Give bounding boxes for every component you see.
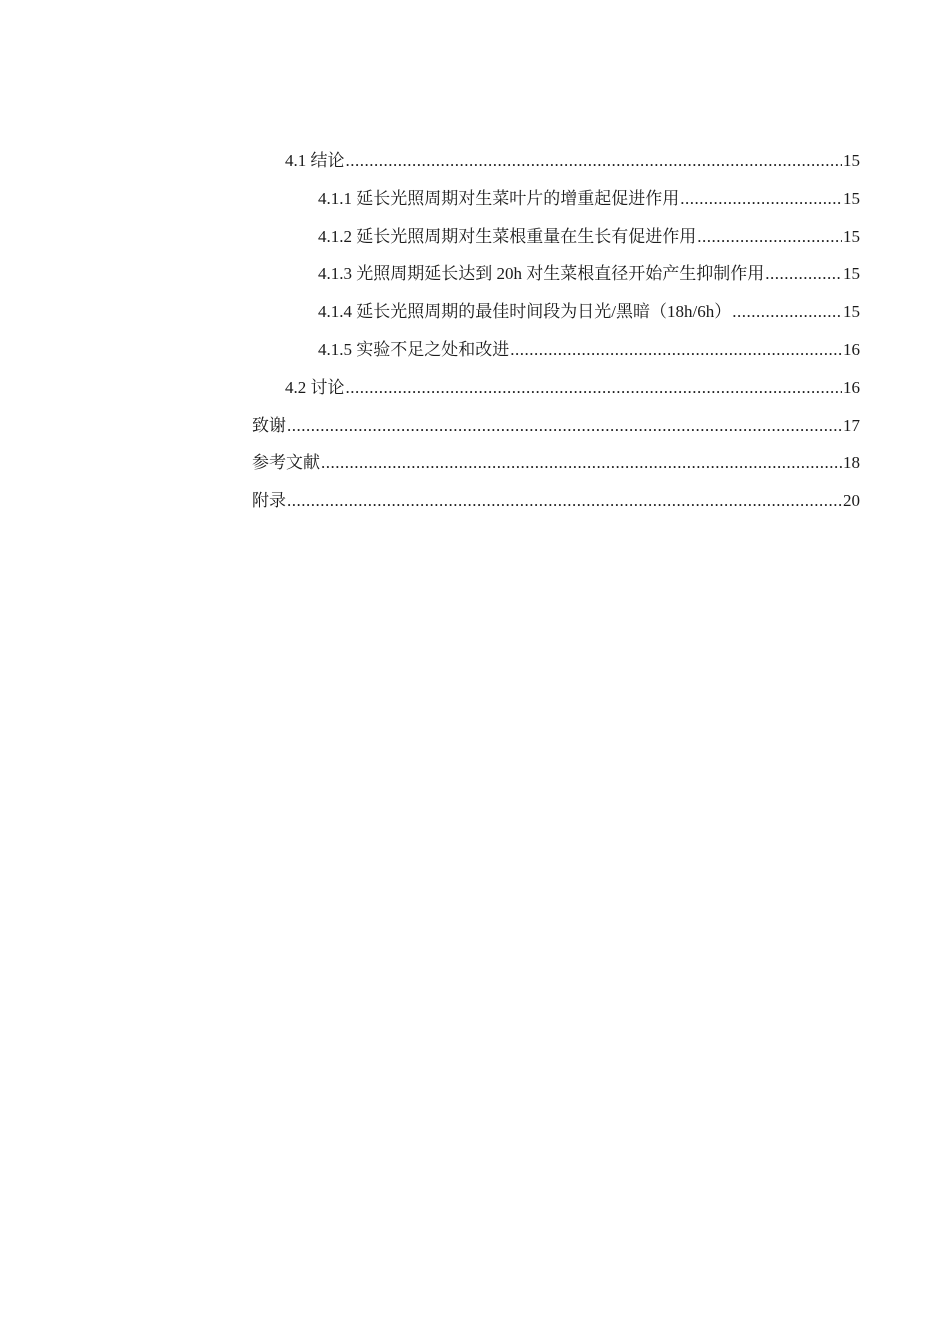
toc-page-number: 17: [843, 415, 860, 435]
toc-dot-leader: [287, 407, 842, 445]
toc-entry-title: 4.1.4 延长光照周期的最佳时间段为日光/黑暗（18h/6h）: [318, 302, 732, 322]
toc-entry-4-1-1[interactable]: [252, 180, 860, 218]
toc-entry-references[interactable]: [252, 444, 860, 482]
toc-entry-4-1-2[interactable]: [252, 218, 860, 256]
toc-entry-4-1-5[interactable]: [252, 331, 860, 369]
toc-entry-acknowledgements[interactable]: [252, 407, 860, 445]
toc-dot-leader: [697, 218, 842, 256]
toc-entry-title: 4.1.5 实验不足之处和改进: [318, 339, 510, 359]
toc-page-number: 18: [843, 453, 860, 473]
toc-dot-leader: [321, 444, 842, 482]
toc-entry-title: 4.1 结论: [285, 151, 345, 170]
toc-dot-leader: [680, 180, 842, 218]
toc-dot-leader: [346, 369, 843, 407]
toc-entry-title: 附录: [252, 491, 286, 511]
toc-entry-4-1-3[interactable]: [252, 255, 860, 293]
toc-entry-4-1-4[interactable]: [252, 293, 860, 331]
toc-page-number: 15: [843, 226, 860, 246]
toc-entry-title: 4.1.3 光照周期延长达到 20h 对生菜根直径开始产生抑制作用: [318, 264, 765, 284]
toc-entry-title: 4.1.2 延长光照周期对生菜根重量在生长有促进作用: [318, 226, 697, 246]
toc-page-number: 15: [843, 264, 860, 284]
toc-dot-leader: [765, 255, 842, 293]
toc-dot-leader: [510, 331, 842, 369]
toc-page-number: 16: [843, 339, 860, 359]
toc-dot-leader: [732, 293, 842, 331]
toc-page-number: 20: [843, 491, 860, 511]
toc-page-number: 16: [843, 377, 860, 397]
toc-entry-title: 4.2 讨论: [285, 377, 345, 397]
toc-dot-leader: [346, 142, 843, 180]
toc-page-number: 15: [843, 302, 860, 322]
toc-entry-title: 参考文献: [252, 453, 320, 473]
toc-entry-4-2[interactable]: [252, 369, 860, 407]
toc-entry-appendix[interactable]: [252, 482, 860, 520]
toc-page-number: 15: [843, 151, 860, 170]
table-of-contents: [252, 142, 860, 520]
toc-entry-title: 致谢: [252, 415, 286, 435]
toc-dot-leader: [287, 482, 842, 520]
toc-entry-4-1[interactable]: [252, 142, 860, 180]
toc-page-number: 15: [843, 188, 860, 208]
toc-entry-title: 4.1.1 延长光照周期对生菜叶片的增重起促进作用: [318, 188, 680, 208]
